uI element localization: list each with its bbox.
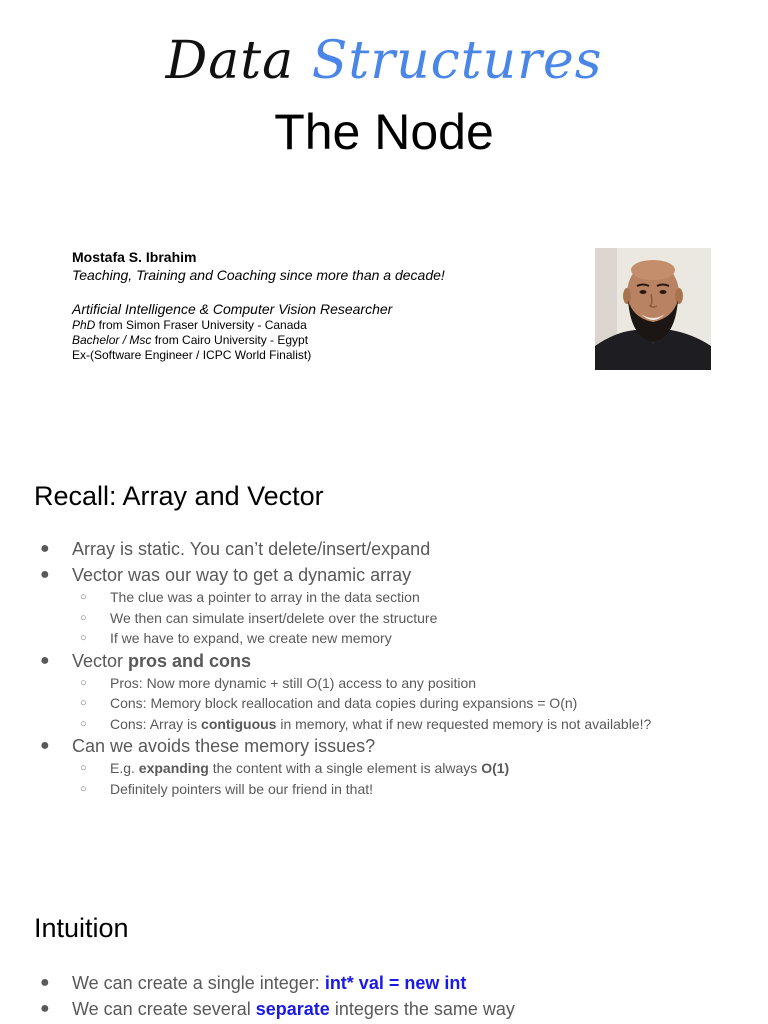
- list-item: ● Vector was our way to get a dynamic array: [40, 565, 412, 585]
- bsc-rest: from Cairo University - Egypt: [151, 333, 309, 347]
- portrait-icon: [595, 248, 711, 370]
- author-phd: [72, 318, 572, 333]
- list-item: ● Array is static. You can’t delete/insert/expand: [40, 539, 431, 559]
- recall-list: [0, 537, 651, 799]
- list-item: ○ We then can simulate insert/delete over the structure: [0, 608, 651, 629]
- slide-subtitle: The Node: [274, 104, 494, 160]
- sub-bullet-icon: ○: [80, 591, 87, 603]
- bullet-icon: ●: [40, 651, 50, 669]
- list-item: ● We can create a single integer: int* val = new int: [0, 970, 515, 996]
- list-item: ○ E.g. expanding the content with a single element is always O(1): [0, 758, 651, 779]
- list-item: ○ Cons: Memory block reallocation and data copies during expansions = O(n): [0, 693, 651, 714]
- list-item: ● We can create several separate integers the same way: [0, 996, 515, 1022]
- author-tagline: Teaching, Training and Coaching since more than a decade!: [72, 267, 445, 283]
- author-bachelor: [72, 333, 572, 348]
- bullet-icon: ●: [40, 737, 50, 754]
- list-item: ○ Definitely pointers will be our friend in that!: [0, 779, 651, 800]
- bullet-icon: ●: [40, 566, 50, 583]
- phd-degree: PhD: [72, 318, 96, 332]
- bullet-icon: ●: [40, 974, 50, 991]
- intuition-heading: Intuition: [34, 913, 129, 943]
- sub-bullet-icon: ○: [80, 762, 87, 774]
- sub-bullet-icon: ○: [80, 676, 87, 689]
- bullet-icon: ●: [40, 540, 50, 557]
- list-item: ○ The clue was a pointer to array in the data section: [0, 587, 651, 608]
- list-item: ○ If we have to expand, we create new memory: [0, 628, 651, 649]
- sub-bullet-icon: ○: [80, 697, 87, 709]
- author-ex: Ex-(Software Engineer / ICPC World Finalist): [72, 348, 312, 362]
- intuition-list: [0, 970, 515, 1022]
- phd-rest: from Simon Fraser University - Canada: [95, 318, 307, 332]
- author-role: Artificial Intelligence & Computer Vision Researcher: [72, 301, 393, 317]
- recall-heading: Recall: Array and Vector: [34, 481, 324, 511]
- list-item: ○ Cons: Array is contiguous in memory, what if new requested memory is not available!?: [0, 714, 651, 735]
- author-name: Mostafa S. Ibrahim: [72, 249, 197, 265]
- sub-bullet-icon: ○: [80, 782, 87, 795]
- title-word-structures: Structures: [311, 31, 603, 91]
- list-item: ● Vector pros and cons: [40, 650, 252, 671]
- list-item: ○ Pros: Now more dynamic + still O(1) access to any position: [0, 673, 651, 694]
- sub-bullet-icon: ○: [80, 632, 87, 644]
- code-snippet: int* val = new int: [324, 973, 467, 993]
- sub-bullet-icon: ○: [80, 611, 87, 624]
- list-item: ● Can we avoids these memory issues?: [40, 736, 376, 756]
- title-word-data: Data: [165, 31, 295, 91]
- author-block: [72, 249, 572, 363]
- author-photo: [595, 248, 711, 370]
- sub-bullet-icon: ○: [80, 717, 87, 730]
- slide-title: [0, 28, 768, 94]
- bullet-icon: ●: [40, 1000, 50, 1017]
- bsc-degree: Bachelor / Msc: [72, 333, 152, 347]
